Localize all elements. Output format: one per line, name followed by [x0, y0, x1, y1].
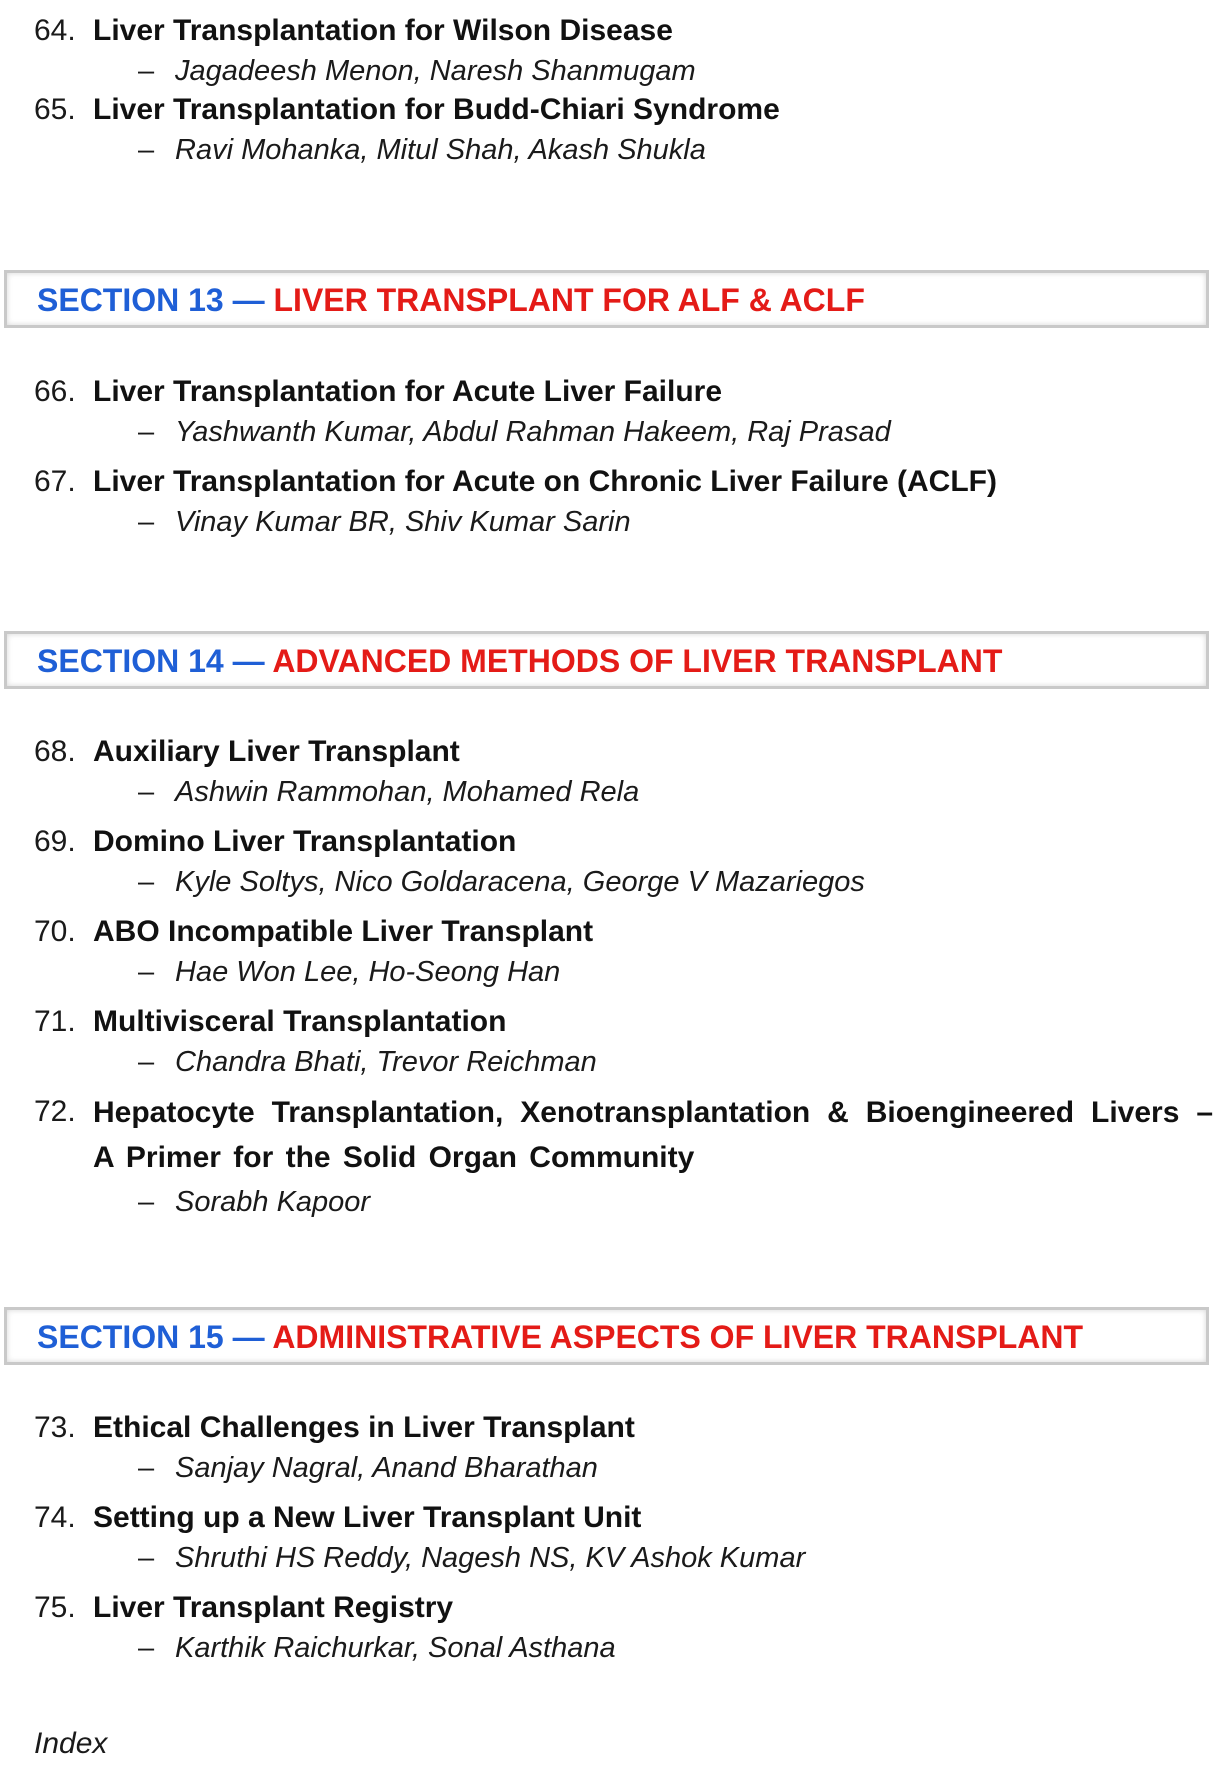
chapter-number: 75. — [34, 1591, 76, 1624]
chapter-authors: Kyle Soltys, Nico Goldaracena, George V Mazariegos — [175, 866, 865, 898]
section-header-15 — [4, 1307, 1209, 1365]
author-dash: – — [138, 776, 155, 808]
chapter-authors: Shruthi HS Reddy, Nagesh NS, KV Ashok Kumar — [175, 1542, 806, 1574]
author-dash: – — [138, 1452, 155, 1484]
section-separator: — — [232, 282, 265, 318]
chapter-authors: Karthik Raichurkar, Sonal Asthana — [175, 1632, 616, 1664]
section-title: LIVER TRANSPLANT FOR ALF & ACLF — [273, 282, 865, 318]
section-separator: — — [232, 1319, 265, 1355]
chapter-number: 72. — [34, 1095, 76, 1128]
author-dash: – — [138, 134, 155, 166]
section-number: SECTION 14 — [37, 643, 224, 679]
chapter-authors: Sorabh Kapoor — [175, 1186, 371, 1218]
author-dash: – — [138, 416, 155, 448]
chapter-authors: Ravi Mohanka, Mitul Shah, Akash Shukla — [175, 134, 706, 166]
chapter-authors: Hae Won Lee, Ho-Seong Han — [175, 956, 561, 988]
chapter-title: Auxiliary Liver Transplant — [93, 735, 460, 768]
section-separator: — — [232, 643, 265, 679]
author-dash: – — [138, 956, 155, 988]
section-heading — [37, 280, 865, 320]
author-dash: – — [138, 1632, 155, 1664]
author-dash: – — [138, 506, 155, 538]
chapter-authors: Vinay Kumar BR, Shiv Kumar Sarin — [175, 506, 631, 538]
section-heading — [37, 641, 1002, 681]
chapter-number: 70. — [34, 915, 76, 948]
chapter-number: 67. — [34, 465, 76, 498]
section-header-13 — [4, 270, 1209, 328]
chapter-authors: Jagadeesh Menon, Naresh Shanmugam — [175, 55, 696, 87]
chapter-number: 73. — [34, 1411, 76, 1444]
author-dash: – — [138, 55, 155, 87]
chapter-authors: Ashwin Rammohan, Mohamed Rela — [175, 776, 640, 808]
chapter-title: ABO Incompatible Liver Transplant — [93, 915, 594, 948]
section-title: ADMINISTRATIVE ASPECTS OF LIVER TRANSPLANT — [272, 1319, 1083, 1355]
chapter-title: Liver Transplantation for Budd-Chiari Syndrome — [93, 93, 780, 126]
chapter-number: 65. — [34, 93, 76, 126]
chapter-title: Multivisceral Transplantation — [93, 1005, 507, 1038]
author-dash: – — [138, 1186, 155, 1218]
author-dash: – — [138, 1046, 155, 1078]
chapter-number: 64. — [34, 14, 76, 47]
toc-entry — [34, 1090, 1213, 1182]
chapter-title: Hepatocyte Transplantation, Xenotransplantation & Bioengineered Livers – A Primer for the Solid Organ Community — [93, 1096, 1213, 1174]
section-number: SECTION 13 — [37, 282, 224, 318]
chapter-title: Ethical Challenges in Liver Transplant — [93, 1411, 635, 1444]
section-title: ADVANCED METHODS OF LIVER TRANSPLANT — [272, 643, 1003, 679]
chapter-number: 71. — [34, 1005, 76, 1038]
chapter-number: 66. — [34, 375, 76, 408]
chapter-title: Liver Transplantation for Wilson Disease — [93, 14, 673, 47]
chapter-authors: Chandra Bhati, Trevor Reichman — [175, 1046, 597, 1078]
chapter-authors: Sanjay Nagral, Anand Bharathan — [175, 1452, 598, 1484]
chapter-title: Domino Liver Transplantation — [93, 825, 517, 858]
author-dash: – — [138, 866, 155, 898]
chapter-title: Setting up a New Liver Transplant Unit — [93, 1501, 642, 1534]
chapter-title: Liver Transplantation for Acute on Chronic Liver Failure (ACLF) — [93, 465, 997, 498]
author-dash: – — [138, 1542, 155, 1574]
section-heading — [37, 1317, 1083, 1357]
chapter-title: Liver Transplantation for Acute Liver Failure — [93, 375, 723, 408]
index-link[interactable]: Index — [34, 1727, 108, 1760]
chapter-title: Liver Transplant Registry — [93, 1591, 454, 1624]
chapter-authors: Yashwanth Kumar, Abdul Rahman Hakeem, Raj Prasad — [175, 416, 891, 448]
section-number: SECTION 15 — [37, 1319, 224, 1355]
section-header-14 — [4, 631, 1209, 689]
chapter-number: 74. — [34, 1501, 76, 1534]
chapter-number: 69. — [34, 825, 76, 858]
chapter-number: 68. — [34, 735, 76, 768]
